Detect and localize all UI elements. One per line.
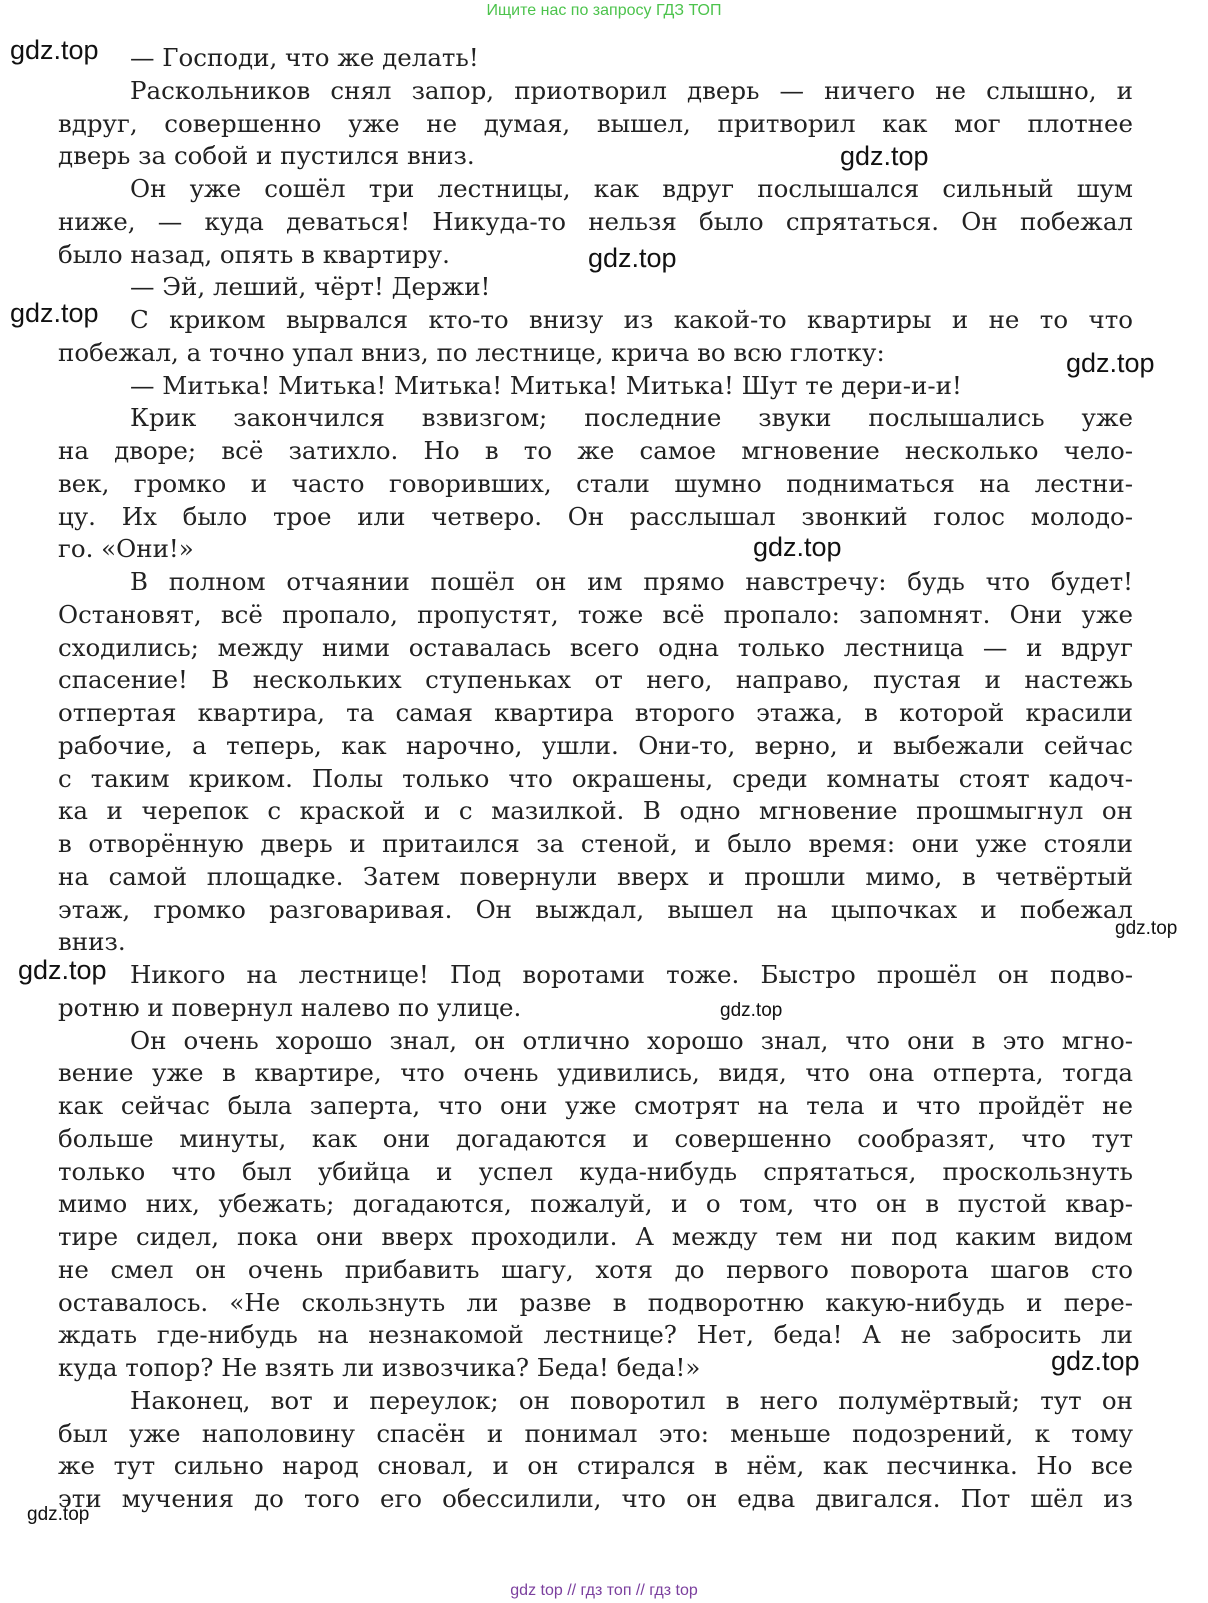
text-line: — Эй, леший, чёрт! Держи! — [130, 272, 491, 302]
text-line: го. «Они!» — [58, 534, 194, 564]
text-line: с таким криком. Полы только что окрашены, среди комнаты стоят кадоч- — [58, 763, 1133, 793]
text-line: дверь за собой и пустился вниз. — [58, 141, 475, 171]
watermark-logo: gdz.top — [1115, 918, 1178, 939]
footer-banner: gdz top // гдз топ // гдз top — [510, 1582, 698, 1599]
text-line: Он очень хорошо знал, он отлично хорошо знал, что они в это мгно- — [130, 1025, 1133, 1055]
text-line: как сейчас была заперта, что они уже смотрят на тела и что пройдёт не — [58, 1091, 1133, 1120]
text-line: на дворе; всё затихло. Но в то же самое мгновение несколько чело- — [58, 436, 1133, 465]
text-line: ка и черепок с краской и с мазилкой. В одно мгновение прошмыгнул он — [58, 796, 1133, 826]
watermark-logo: gdz.top — [1066, 348, 1155, 378]
watermark-logo: gdz.top — [1051, 1346, 1140, 1376]
watermark-logo: gdz.top — [840, 141, 929, 171]
text-line: вдруг, совершенно уже не думая, вышел, притворил как мог плотнее — [58, 108, 1133, 138]
text-line: мимо них, убежать; догадаются, пожалуй, и о том, что он в пустой квар- — [58, 1189, 1133, 1219]
text-line: Наконец, вот и переулок; он поворотил в него полумёртвый; тут он — [130, 1385, 1133, 1415]
text-line: Крик закончился взвизгом; последние звуки послышались уже — [130, 403, 1133, 433]
text-line: спасение! В нескольких ступеньках от него, направо, пустая и настежь — [58, 665, 1133, 695]
text-line: — Митька! Митька! Митька! Митька! Митька! Шут те дери-и-и! — [130, 370, 962, 400]
text-line: куда топор? Не взять ли извозчика? Беда! беда!» — [58, 1353, 701, 1382]
text-line: ждать где-нибудь на незнакомой лестнице? Нет, беда! А не забросить ли — [58, 1320, 1133, 1350]
text-line: тире сидел, пока они вверх проходили. А между тем ни под каким видом — [58, 1222, 1133, 1251]
text-line: был уже наполовину спасён и понимал это: меньше подозрений, к тому — [58, 1418, 1133, 1448]
search-banner: Ищите нас по запросу ГДЗ ТОП — [486, 2, 722, 19]
watermark-logo: gdz.top — [27, 1504, 90, 1525]
text-line: век, громко и часто говоривших, стали шумно подниматься на лестни- — [58, 468, 1133, 498]
text-line: Он уже сошёл три лестницы, как вдруг послышался сильный шум — [130, 174, 1133, 203]
text-line: вниз. — [58, 927, 126, 957]
text-line: только что был убийца и успел куда-нибудь спрятаться, проскользнуть — [58, 1156, 1133, 1186]
text-line: в отворённую дверь и притаился за стеной, и было время: они уже стояли — [58, 829, 1133, 858]
text-line: оставалось. «Не скользнуть ли разве в подворотню какую-нибудь и пере- — [58, 1287, 1133, 1317]
watermark-logo: gdz.top — [753, 532, 842, 562]
text-line: было назад, опять в квартиру. — [58, 239, 450, 269]
text-line: побежал, а точно упал вниз, по лестнице, крича во всю глотку: — [58, 337, 885, 367]
text-line: Раскольников снял запор, приотворил дверь — ничего не слышно, и — [130, 75, 1133, 105]
text-line: цу. Их было трое или четверо. Он расслышал звонкий голос молодо- — [58, 501, 1133, 531]
text-line: отпертая квартира, та самая квартира второго этажа, в которой красили — [58, 698, 1133, 727]
text-line: на самой площадке. Затем повернули вверх и прошли мимо, в четвёртый — [58, 861, 1133, 891]
text-line: — Господи, что же делать! — [130, 43, 479, 72]
text-line: больше минуты, как они догадаются и совершенно сообразят, что тут — [58, 1123, 1133, 1153]
text-line: ротню и повернул налево по улице. — [58, 992, 522, 1022]
text-line: этаж, громко разговаривая. Он выждал, вышел на цыпочках и побежал — [58, 894, 1133, 924]
text-line: Никого на лестнице! Под воротами тоже. Быстро прошёл он подво- — [130, 960, 1133, 989]
text-line: рабочие, а теперь, как нарочно, ушли. Они-то, верно, и выбежали сейчас — [58, 730, 1133, 760]
watermark-logo: gdz.top — [588, 243, 677, 273]
text-line: не смел он очень прибавить шагу, хотя до первого поворота шагов сто — [58, 1254, 1133, 1284]
text-line: эти мучения до того его обессилили, что он едва двигался. Пот шёл из — [58, 1484, 1133, 1513]
text-line: С криком вырвался кто-то внизу из какой-то квартиры и не то что — [130, 305, 1133, 334]
text-line: вение уже в квартире, что очень удивились, видя, что она отперта, тогда — [58, 1058, 1133, 1088]
watermark-logo: gdz.top — [10, 35, 99, 65]
text-line: Остановят, всё пропало, пропустят, тоже всё пропало: запомнят. Они уже — [58, 599, 1133, 629]
watermark-logo: gdz.top — [10, 298, 99, 328]
text-line: же тут сильно народ сновал, и он стирался в нём, как песчинка. Но все — [58, 1451, 1133, 1481]
watermark-logo: gdz.top — [18, 955, 107, 985]
watermark-logo: gdz.top — [720, 1000, 783, 1021]
text-line: ниже, — куда деваться! Никуда-то нельзя было спрятаться. Он побежал — [58, 206, 1133, 236]
text-line: сходились; между ними оставалась всего одна только лестница — и вдруг — [58, 632, 1133, 662]
text-line: В полном отчаянии пошёл он им прямо навстречу: будь что будет! — [130, 567, 1133, 596]
